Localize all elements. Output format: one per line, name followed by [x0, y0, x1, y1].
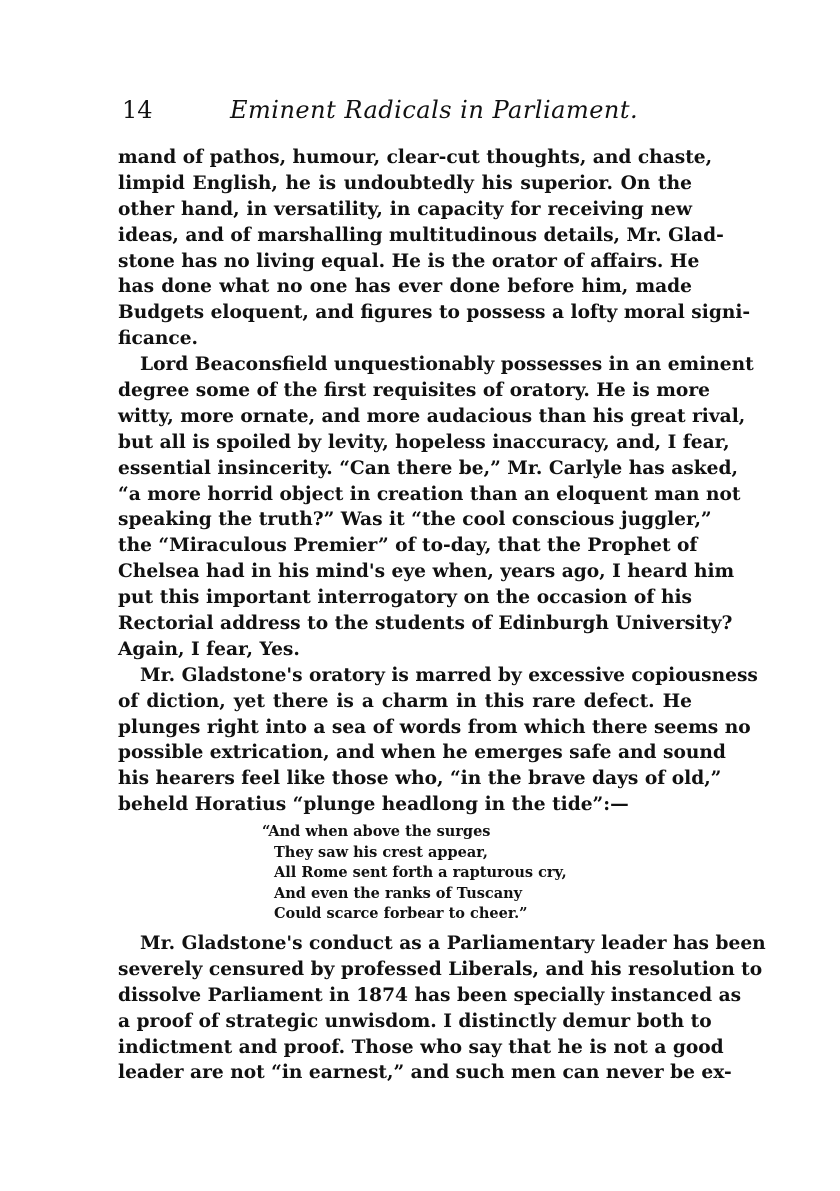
main-text-upper — [118, 145, 758, 818]
text-line: beheld Horatius “plunge headlong in the tide”:— — [118, 794, 629, 816]
text-line: possible extrication, and when he emerges safe and sound — [118, 742, 726, 764]
main-text-lower — [118, 931, 766, 1086]
text-line: mand of pathos, humour, clear-cut thoughts, and chaste, — [118, 147, 713, 168]
poem-quotation — [262, 822, 582, 925]
text-line: ideas, and of marshalling multitudinous details, Mr. Glad- — [118, 224, 724, 246]
paragraph-3 — [118, 663, 758, 818]
poem-line: Could scarce forbear to cheer.” — [274, 905, 528, 923]
text-line: Lord Beaconsfield unquestionably possesses in an eminent — [140, 354, 754, 376]
text-line: Chelsea had in his mind's eye when, years ago, I heard him — [118, 561, 735, 583]
text-line: Mr. Gladstone's oratory is marred by excessive copiousness — [140, 664, 758, 686]
text-line: essential insincerity. “Can there be,” Mr. Carlyle has asked, — [118, 457, 738, 479]
page-number: 14 — [122, 96, 153, 124]
text-line: a proof of strategic unwisdom. I distinctly demur both to — [118, 1010, 712, 1032]
text-line: put this important interrogatory on the occasion of his — [118, 587, 692, 609]
running-header — [118, 96, 698, 130]
text-line: Again, I fear, Yes. — [118, 638, 300, 660]
text-line: Rectorial address to the students of Edinburgh University? — [118, 613, 733, 635]
text-line: has done what no one has ever done before him, made — [118, 276, 692, 298]
text-line: witty, more ornate, and more audacious than his great rival, — [118, 405, 746, 427]
text-line: limpid English, he is undoubtedly his superior. On the — [118, 172, 692, 194]
text-line: his hearers feel like those who, “in the brave days of old,” — [118, 768, 722, 790]
poem-line: They saw his crest appear, — [274, 843, 488, 861]
paragraph-4 — [118, 931, 766, 1086]
text-line: “a more horrid object in creation than an eloquent man not — [118, 483, 741, 505]
text-line: other hand, in versatility, in capacity for receiving new — [118, 198, 692, 220]
paragraph-1 — [118, 145, 751, 352]
text-line: severely censured by professed Liberals, and his resolution to — [118, 958, 763, 980]
text-line: dissolve Parliament in 1874 has been specially instanced as — [118, 984, 742, 1006]
text-line: plunges right into a sea of words from which there seems no — [118, 716, 751, 738]
text-line: but all is spoiled by levity, hopeless inaccuracy, and, I fear, — [118, 431, 730, 453]
poem-line: All Rome sent forth a rapturous cry, — [274, 864, 567, 882]
text-line: the “Miraculous Premier” of to-day, that the Prophet of — [118, 535, 698, 557]
text-line: stone has no living equal. He is the orator of affairs. He — [118, 250, 700, 272]
running-title: Eminent Radicals in Parliament. — [230, 96, 639, 124]
text-line: of diction, yet there is a charm in this rare defect. He — [118, 690, 692, 712]
poem-line: “And when above the surges — [262, 823, 491, 840]
text-line: degree some of the first requisites of oratory. He is more — [118, 380, 710, 402]
text-line: indictment and proof. Those who say that he is not a good — [118, 1036, 724, 1058]
text-line: ficance. — [118, 328, 199, 350]
text-line: Mr. Gladstone's conduct as a Parliamentary leader has been — [140, 933, 766, 954]
text-line: leader are not “in earnest,” and such men can never be ex- — [118, 1062, 732, 1084]
text-line: Budgets eloquent, and figures to possess a lofty moral signi- — [118, 302, 751, 324]
text-line: speaking the truth?” Was it “the cool conscious juggler,” — [118, 509, 712, 531]
poem-line: And even the ranks of Tuscany — [274, 884, 523, 902]
paragraph-2 — [118, 352, 754, 663]
